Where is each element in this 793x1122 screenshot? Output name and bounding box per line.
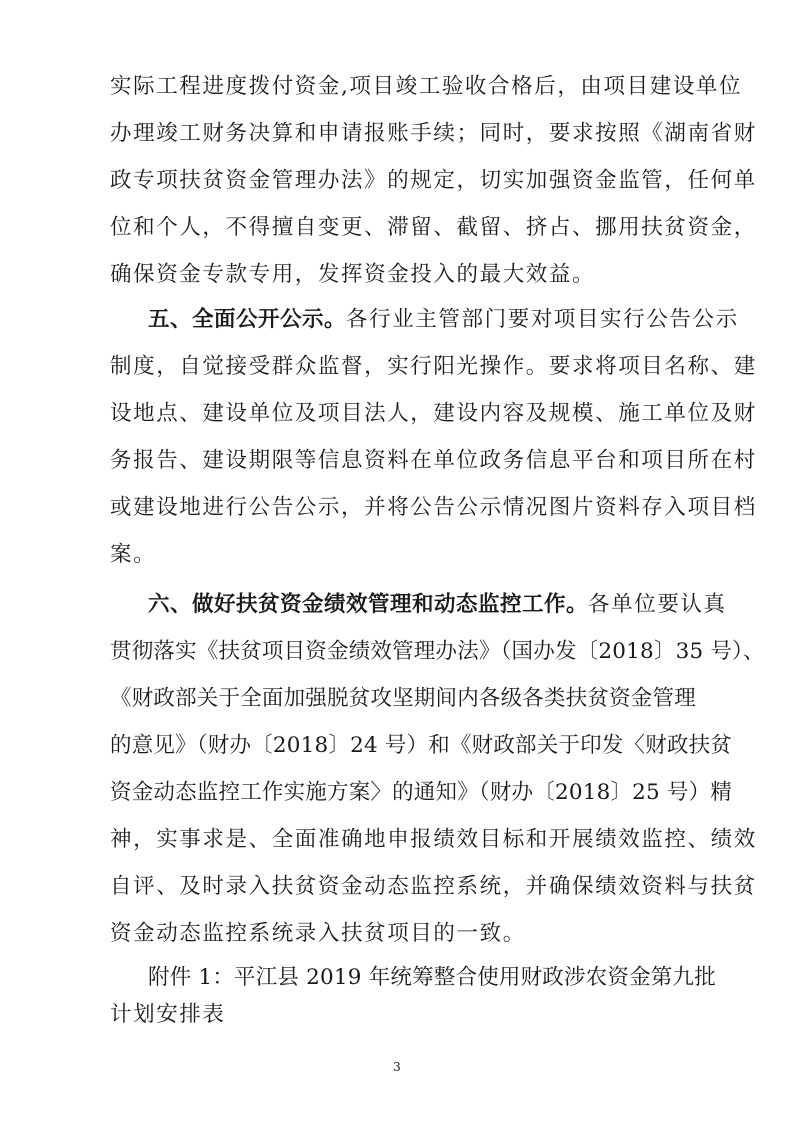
body-text-line: 务报告、建设期限等信息资料在单位政务信息平台和项目所在村 (110, 448, 757, 473)
body-text-line: 政专项扶贫资金管理办法》的规定，切实加强资金监管，任何单 (110, 168, 757, 193)
body-text-line: 资金动态监控工作实施方案〉的通知》（财办〔2018〕25 号）精 (110, 780, 733, 805)
section-6-text: 各单位要认真 (588, 592, 727, 617)
attachment-line: 计划安排表 (110, 1002, 226, 1027)
section-5-text: 各行业主管部门要对项目实行公告公示 (346, 307, 739, 332)
section-5-first-line (148, 305, 739, 335)
body-text-line: 《财政部关于全面加强脱贫攻坚期间内各级各类扶贫资金管理 (110, 686, 696, 711)
body-text-line: 或建设地进行公告公示，并将公告公示情况图片资料存入项目档 (110, 495, 757, 520)
body-text-line: 资金动态监控系统录入扶贫项目的一致。 (110, 921, 526, 946)
body-text-line: 神，实事求是、全面准确地申报绩效目标和开展绩效监控、绩效 (110, 827, 757, 852)
section-6-heading: 六、做好扶贫资金绩效管理和动态监控工作。 (148, 592, 589, 617)
body-text-line: 案。 (110, 542, 157, 567)
attachment-line: 附件 1：平江县 2019 年统筹整合使用财政涉农资金第九批 (148, 965, 716, 990)
body-text-line: 办理竣工财务决算和申请报账手续；同时，要求按照《湖南省财 (110, 121, 757, 146)
body-text-line: 贯彻落实《扶贫项目资金绩效管理办法》（国办发〔2018〕35 号）、 (110, 639, 765, 664)
section-6-first-line (148, 590, 727, 620)
body-text-line: 确保资金专款专用，发挥资金投入的最大效益。 (110, 262, 596, 287)
body-text-line: 实际工程进度拨付资金,项目竣工验收合格后，由项目建设单位 (110, 74, 743, 99)
body-text-line: 位和个人，不得擅自变更、滞留、截留、挤占、挪用扶贫资金， (110, 215, 757, 240)
body-text-line: 设地点、建设单位及项目法人，建设内容及规模、施工单位及财 (110, 401, 757, 426)
page-number: 3 (393, 1060, 401, 1074)
body-text-line: 自评、及时录入扶贫资金动态监控系统，并确保绩效资料与扶贫 (110, 874, 757, 899)
section-5-heading: 五、全面公开公示。 (148, 307, 347, 332)
body-text-line: 的意见》（财办〔2018〕24 号）和《财政部关于印发〈财政扶贫 (110, 733, 733, 758)
body-text-line: 制度，自觉接受群众监督，实行阳光操作。要求将项目名称、建 (110, 354, 757, 379)
